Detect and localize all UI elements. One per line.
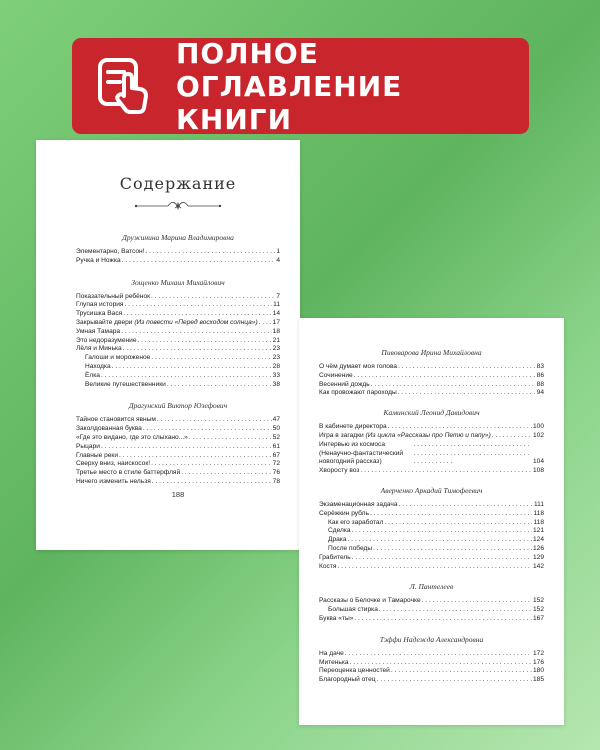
entry-title xyxy=(76,425,142,434)
entry-title xyxy=(76,434,188,443)
entry-title xyxy=(76,248,145,257)
entry-title xyxy=(76,257,121,266)
entry-title-text: Ручка и Ножка xyxy=(76,256,121,264)
leader-dots xyxy=(152,478,272,487)
entry-title xyxy=(85,363,111,372)
entry-title xyxy=(76,416,156,425)
leader-dots xyxy=(373,545,532,554)
entry-title xyxy=(76,337,137,346)
leader-dots xyxy=(123,345,272,354)
entry-page: 50 xyxy=(272,425,280,433)
leader-dots xyxy=(189,434,272,443)
toc-entry xyxy=(319,545,544,554)
entry-title xyxy=(319,676,376,685)
leader-dots xyxy=(391,667,532,676)
entry-page: 1 xyxy=(276,248,280,255)
entry-title xyxy=(319,389,397,398)
entry-title-text: Умная Тамара xyxy=(76,327,121,335)
entry-title-text: Тайное становится явным xyxy=(76,416,156,424)
entry-title-text: Интервью из космоса (Ненаучно-фантастический новогодний рассказ) xyxy=(319,440,404,466)
leader-dots xyxy=(157,416,272,425)
entry-title-text: После победы xyxy=(328,544,373,552)
leader-dots xyxy=(101,372,272,381)
leader-dots xyxy=(112,363,272,372)
toc-entry xyxy=(319,432,544,441)
entry-title xyxy=(76,293,150,302)
toc-entry xyxy=(76,293,280,302)
entry-title xyxy=(328,606,378,615)
toc-entry xyxy=(76,425,280,434)
toc-entry xyxy=(76,337,280,346)
entry-page: 33 xyxy=(272,371,280,379)
entry-page: 172 xyxy=(532,649,544,657)
entry-title xyxy=(85,354,150,363)
entry-title-text: Костя xyxy=(319,562,337,570)
entry-title-text: Как провожают пароходы xyxy=(319,389,397,397)
toc-entry xyxy=(76,345,280,354)
leader-dots xyxy=(370,510,533,519)
entry-title-text: Хворосту воз xyxy=(319,467,360,475)
entry-title-text: Грабитель xyxy=(319,553,351,561)
toc-entry xyxy=(76,328,280,337)
toc-entry xyxy=(319,597,544,606)
entry-page: 104 xyxy=(532,458,544,466)
entry-title-text: Большая стирка xyxy=(328,606,378,614)
entry-title-note: (Из повести «Перед восходом солнца») xyxy=(134,318,258,326)
toc-entry xyxy=(76,248,280,257)
entry-title-text: Как его заработал xyxy=(328,518,384,526)
entry-title-text: Глупая история xyxy=(76,301,124,309)
toc-entry xyxy=(76,460,280,469)
entry-page: 83 xyxy=(536,363,544,370)
leader-dots xyxy=(414,441,532,467)
entry-page: 185 xyxy=(532,676,544,684)
banner-line-2: ОГЛАВЛЕНИЕ КНИГИ xyxy=(176,69,403,136)
toc-left-list xyxy=(76,233,280,487)
toc-entry xyxy=(76,478,280,487)
entry-page: 126 xyxy=(532,544,544,552)
entry-title xyxy=(76,301,124,310)
leader-dots xyxy=(121,328,272,337)
entry-title-text: Драка xyxy=(328,536,347,544)
entry-page: 47 xyxy=(272,416,280,424)
entry-title xyxy=(319,501,398,510)
entry-title xyxy=(76,452,118,461)
entry-title-text: Сочинение xyxy=(319,371,353,379)
toc-entry xyxy=(319,381,544,390)
entry-page: 7 xyxy=(276,292,280,300)
entry-title-text: Серёжкин рубль xyxy=(319,509,369,517)
entry-page: 72 xyxy=(272,460,280,468)
entry-page: 121 xyxy=(532,527,544,535)
entry-title xyxy=(319,423,387,432)
toc-entry xyxy=(319,372,544,381)
entry-title xyxy=(76,319,258,328)
toc-entry xyxy=(319,650,544,659)
entry-title-text: Галоши и мороженое xyxy=(85,354,151,362)
toc-entry xyxy=(319,659,544,668)
leader-dots xyxy=(352,554,532,563)
entry-title-text: Рыцари xyxy=(76,442,100,450)
entry-title-text: Ничего изменить нельзя xyxy=(76,477,151,485)
entry-page: 76 xyxy=(272,469,280,477)
entry-page: 4 xyxy=(276,256,280,264)
toc-entry xyxy=(319,676,544,685)
entry-title xyxy=(319,510,369,519)
toc-entry xyxy=(76,416,280,425)
toc-entry xyxy=(319,510,544,519)
leader-dots xyxy=(360,467,532,476)
entry-page: 86 xyxy=(536,371,544,379)
leader-dots xyxy=(492,432,532,441)
entry-title-text: Митенька xyxy=(319,658,349,666)
entry-page: 129 xyxy=(532,553,544,561)
entry-title xyxy=(76,328,120,337)
leader-dots xyxy=(422,597,532,606)
entry-page: 152 xyxy=(532,606,544,614)
entry-page: 18 xyxy=(272,327,280,335)
entry-title-text: Элементарно, Ватсон! xyxy=(76,248,145,255)
entry-title-text: Весенний дождь xyxy=(319,380,370,388)
entry-title-text: Благородный отец xyxy=(319,676,376,684)
entry-title xyxy=(319,467,359,476)
leader-dots xyxy=(388,423,532,432)
leader-dots xyxy=(350,659,532,668)
entry-title xyxy=(328,545,372,554)
entry-title xyxy=(76,443,100,452)
toc-entry xyxy=(76,372,280,381)
entry-title-text: Экзаменационная задача xyxy=(319,500,398,508)
leader-dots xyxy=(167,381,272,390)
entry-title xyxy=(319,363,397,372)
leader-dots xyxy=(377,676,532,685)
toc-left-page xyxy=(36,140,300,550)
leader-dots xyxy=(259,319,272,328)
entry-page: 100 xyxy=(532,423,544,431)
entry-title xyxy=(76,469,180,478)
entry-title-text: Это недоразумение xyxy=(76,336,137,344)
entry-page: 52 xyxy=(272,433,280,441)
toc-entry xyxy=(319,563,544,572)
leader-dots xyxy=(337,563,532,572)
leader-dots xyxy=(384,519,532,528)
leader-dots xyxy=(119,452,272,461)
leader-dots xyxy=(348,536,532,545)
entry-page: 108 xyxy=(532,467,544,475)
leader-dots xyxy=(123,310,271,319)
entry-page: 167 xyxy=(532,614,544,622)
entry-page: 14 xyxy=(272,310,280,318)
toc-right-list xyxy=(319,348,544,685)
entry-page: 124 xyxy=(532,536,544,544)
toc-entry xyxy=(76,319,280,328)
leader-dots xyxy=(352,527,532,536)
leader-dots xyxy=(146,248,276,257)
entry-page: 23 xyxy=(272,354,280,362)
entry-title xyxy=(76,460,150,469)
entry-page: 38 xyxy=(272,380,280,388)
promo-banner xyxy=(72,38,529,134)
toc-entry xyxy=(319,441,544,467)
entry-page: 102 xyxy=(532,431,544,439)
toc-entry xyxy=(319,467,544,476)
entry-title xyxy=(85,372,100,381)
toc-entry xyxy=(319,501,544,510)
entry-title-text: В кабинете директора xyxy=(319,423,387,431)
entry-title-text: Сделка xyxy=(328,527,351,535)
toc-entry xyxy=(319,519,544,528)
entry-title-text: Находка xyxy=(85,362,111,370)
entry-title xyxy=(319,659,349,668)
banner-line-1: ПОЛНОЕ xyxy=(176,36,319,70)
entry-title-text: Ёлка xyxy=(85,371,100,379)
page-number: 188 xyxy=(171,489,185,499)
entry-title-text: Главные реки xyxy=(76,451,118,459)
section-author: Аверченко Аркадий Тимофеевич xyxy=(380,485,483,495)
entry-title xyxy=(319,381,370,390)
entry-title xyxy=(328,536,347,545)
leader-dots xyxy=(354,615,532,624)
entry-page: 142 xyxy=(532,562,544,570)
leader-dots xyxy=(122,257,276,266)
toc-entry xyxy=(319,667,544,676)
toc-right-page xyxy=(299,318,564,725)
entry-title xyxy=(319,597,421,606)
page-title: Содержание xyxy=(119,174,237,193)
entry-title xyxy=(328,519,383,528)
entry-title-text: Заколдованная буква xyxy=(76,425,142,433)
entry-title xyxy=(319,432,491,441)
toc-entry xyxy=(76,452,280,461)
entry-title-text: Буква «ты» xyxy=(319,614,354,622)
toc-entry xyxy=(319,527,544,536)
leader-dots xyxy=(181,469,271,478)
entry-page: 67 xyxy=(272,451,280,459)
leader-dots xyxy=(101,443,272,452)
entry-title-text: Игра в загадки xyxy=(319,431,364,439)
entry-page: 17 xyxy=(272,318,280,326)
toc-entry xyxy=(76,381,280,390)
section-author: Дружинина Марина Владимировна xyxy=(122,233,234,242)
entry-page: 118 xyxy=(533,518,544,526)
entry-title-text: Рассказы о Белочке и Тамарочке xyxy=(319,597,421,605)
entry-page: 176 xyxy=(532,658,544,666)
entry-title xyxy=(319,372,353,381)
entry-title xyxy=(328,527,351,536)
section-author: Пивоварова Ирина Михайловна xyxy=(381,348,482,357)
entry-title xyxy=(85,381,166,390)
toc-entry xyxy=(76,257,280,266)
entry-title-text: Переоценка ценностей xyxy=(319,667,390,675)
toc-entry xyxy=(76,434,280,443)
leader-dots xyxy=(151,460,272,469)
leader-dots xyxy=(379,606,532,615)
leader-dots xyxy=(354,372,536,381)
leader-dots xyxy=(138,337,272,346)
entry-title-text: О чём думает моя голова xyxy=(319,363,398,370)
entry-page: 21 xyxy=(272,336,280,344)
ornament-divider xyxy=(132,199,224,213)
entry-title-text: Показательный ребёнок xyxy=(76,292,151,300)
leader-dots xyxy=(151,293,275,302)
entry-title-text: «Где это видано, где это слыхано...» xyxy=(76,433,188,441)
toc-entry xyxy=(319,615,544,624)
document-touch-icon xyxy=(94,56,154,116)
entry-title-note: (Из цикла «Рассказы про Петю и папу») xyxy=(365,431,491,439)
entry-title xyxy=(319,554,351,563)
toc-entry xyxy=(76,363,280,372)
section-author: Л. Пантелеев xyxy=(409,582,454,592)
leader-dots xyxy=(143,425,272,434)
entry-title-text: Лёля и Минька xyxy=(76,345,122,353)
leader-dots xyxy=(151,354,271,363)
entry-title-text: Трусишка Вася xyxy=(76,310,123,318)
toc-entry xyxy=(319,554,544,563)
entry-page: 94 xyxy=(536,389,544,397)
entry-title xyxy=(319,441,413,467)
entry-title xyxy=(319,615,353,624)
section-author: Тэффи Надежда Александровна xyxy=(379,634,484,644)
leader-dots xyxy=(345,650,532,659)
toc-entry xyxy=(76,443,280,452)
entry-page: 88 xyxy=(536,380,544,388)
toc-entry xyxy=(319,536,544,545)
toc-entry xyxy=(76,469,280,478)
entry-page: 28 xyxy=(272,362,280,370)
entry-title xyxy=(319,650,344,659)
entry-title-text: На даче xyxy=(319,649,344,657)
entry-title-text: Закрывайте двери xyxy=(76,318,133,326)
entry-page: 111 xyxy=(533,500,544,508)
entry-page: 61 xyxy=(272,442,280,450)
toc-entry xyxy=(76,310,280,319)
entry-page: 118 xyxy=(533,509,544,517)
leader-dots xyxy=(125,301,273,310)
entry-title xyxy=(319,667,390,676)
entry-page: 11 xyxy=(273,301,280,309)
toc-entry xyxy=(76,354,280,363)
leader-dots xyxy=(371,381,536,390)
entry-title-text: Сверху вниз, наискосок! xyxy=(76,460,151,468)
entry-title xyxy=(76,310,122,319)
section-author: Каминский Леонид Давидович xyxy=(383,408,480,418)
leader-dots xyxy=(399,501,533,510)
entry-title-text: Великие путешественники xyxy=(85,380,166,388)
entry-page: 23 xyxy=(272,345,280,353)
entry-page: 78 xyxy=(272,477,280,485)
entry-page: 152 xyxy=(532,597,544,605)
entry-title xyxy=(319,563,336,572)
section-author: Зощенко Михаил Михайлович xyxy=(131,277,225,287)
toc-entry xyxy=(319,363,544,372)
entry-title xyxy=(76,478,151,487)
entry-title xyxy=(76,345,122,354)
toc-entry xyxy=(76,301,280,310)
leader-dots xyxy=(398,389,536,398)
toc-entry xyxy=(319,389,544,398)
toc-entry xyxy=(319,423,544,432)
section-author: Драгунский Виктор Юзефович xyxy=(128,401,228,411)
leader-dots xyxy=(398,363,536,372)
toc-entry xyxy=(319,606,544,615)
entry-page: 180 xyxy=(532,667,544,675)
entry-title-text: Третье место в стиле баттерфляй xyxy=(76,469,181,477)
